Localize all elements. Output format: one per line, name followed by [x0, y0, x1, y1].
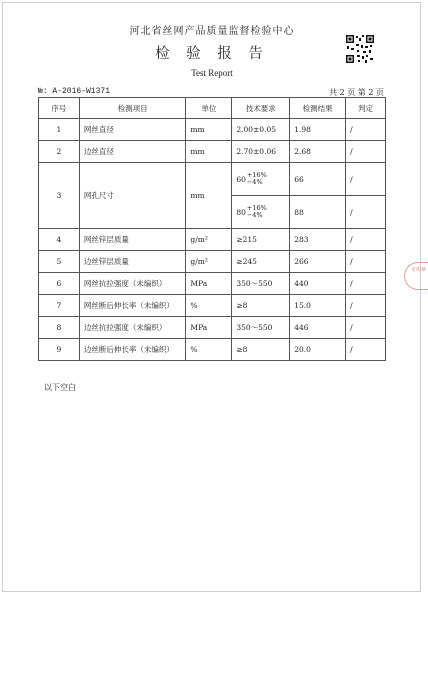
- row-requirement: [232, 163, 290, 196]
- row-result: 446: [290, 317, 346, 339]
- test-results-table: [38, 97, 386, 361]
- table-row: [39, 273, 386, 295]
- table-row: [39, 339, 386, 361]
- table-row: [39, 251, 386, 273]
- row-unit: g/m²: [186, 251, 232, 273]
- row-requirement: 350～550: [232, 317, 290, 339]
- table-row: [39, 317, 386, 339]
- tolerance-value: [236, 172, 266, 186]
- row-verdict: /: [346, 317, 386, 339]
- row-item: 边丝直径: [79, 141, 186, 163]
- row-no: 5: [39, 251, 80, 273]
- table-header-row: [39, 98, 386, 119]
- row-result: 2.68: [290, 141, 346, 163]
- tolerance-base: 60: [236, 174, 246, 184]
- row-requirement: ≥8: [232, 339, 290, 361]
- tolerance-base: 80: [236, 207, 246, 217]
- row-item: 网丝直径: [79, 119, 186, 141]
- header-verdict: 判定: [346, 98, 386, 119]
- row-no: 2: [39, 141, 80, 163]
- row-no: 8: [39, 317, 80, 339]
- row-requirement: ≥245: [232, 251, 290, 273]
- row-unit: MPa: [186, 273, 232, 295]
- row-verdict: /: [346, 229, 386, 251]
- row-item: 边丝锌层质量: [79, 251, 186, 273]
- row-no: 3: [39, 163, 80, 229]
- blank-below-note: 以下空白: [44, 383, 76, 392]
- row-verdict: /: [346, 119, 386, 141]
- stamp-text: 专用章: [411, 267, 427, 273]
- report-title-cn: 检 验 报 告: [155, 46, 269, 62]
- row-unit: mm: [186, 141, 232, 163]
- organization-name: 河北省丝网产品质量监督检验中心: [129, 26, 295, 37]
- row-requirement: ≥215: [232, 229, 290, 251]
- row-result: 88: [290, 196, 346, 229]
- tolerance-plus: +16%: [246, 204, 267, 212]
- row-verdict: /: [346, 273, 386, 295]
- table-row: [39, 295, 386, 317]
- row-unit: mm: [186, 163, 232, 229]
- row-result: 66: [290, 163, 346, 196]
- row-result: 440: [290, 273, 346, 295]
- header-unit: 单位: [186, 98, 232, 119]
- report-title-en: Test Report: [191, 68, 233, 78]
- row-unit: mm: [186, 119, 232, 141]
- row-no: 9: [39, 339, 80, 361]
- row-verdict: /: [346, 295, 386, 317]
- page-info: 共 2 页 第 2 页: [329, 88, 384, 97]
- row-verdict: /: [346, 141, 386, 163]
- table-row: [39, 163, 386, 196]
- row-unit: g/m²: [186, 229, 232, 251]
- row-no: 7: [39, 295, 80, 317]
- qr-code-icon: [345, 34, 375, 64]
- header-item: 检测项目: [79, 98, 186, 119]
- row-result: 266: [290, 251, 346, 273]
- row-unit: %: [186, 339, 232, 361]
- row-item: 边丝抗拉强度（未编织）: [79, 317, 186, 339]
- header-requirement: 技术要求: [232, 98, 290, 119]
- row-result: 1.98: [290, 119, 346, 141]
- row-requirement: 2.70±0.06: [232, 141, 290, 163]
- row-verdict: /: [346, 196, 386, 229]
- row-requirement: ≥8: [232, 295, 290, 317]
- tolerance-minus: −4%: [246, 178, 263, 186]
- row-requirement: 2.00±0.05: [232, 119, 290, 141]
- tolerance-plus: +16%: [246, 171, 267, 179]
- report-number: №: A-2016-W1371: [38, 87, 111, 96]
- row-item: 边丝断后伸长率（未编织）: [79, 339, 186, 361]
- row-item: 网丝抗拉强度（未编织）: [79, 273, 186, 295]
- header-result: 检测结果: [290, 98, 346, 119]
- row-unit: %: [186, 295, 232, 317]
- table-row: [39, 229, 386, 251]
- row-requirement: 350～550: [232, 273, 290, 295]
- row-item: 网丝锌层质量: [79, 229, 186, 251]
- row-requirement: [232, 196, 290, 229]
- row-no: 4: [39, 229, 80, 251]
- row-result: 20.0: [290, 339, 346, 361]
- row-item: 网丝断后伸长率（未编织）: [79, 295, 186, 317]
- row-result: 15.0: [290, 295, 346, 317]
- header-no: 序号: [39, 98, 80, 119]
- row-item: 网孔尺寸: [79, 163, 186, 229]
- table-row: [39, 119, 386, 141]
- row-result: 283: [290, 229, 346, 251]
- row-verdict: /: [346, 163, 386, 196]
- tolerance-minus: −4%: [246, 211, 263, 219]
- row-no: 1: [39, 119, 80, 141]
- row-no: 6: [39, 273, 80, 295]
- seal-icon: [404, 262, 428, 290]
- row-verdict: /: [346, 339, 386, 361]
- tolerance-value: [236, 205, 266, 219]
- table-row: [39, 141, 386, 163]
- row-unit: MPa: [186, 317, 232, 339]
- row-verdict: /: [346, 251, 386, 273]
